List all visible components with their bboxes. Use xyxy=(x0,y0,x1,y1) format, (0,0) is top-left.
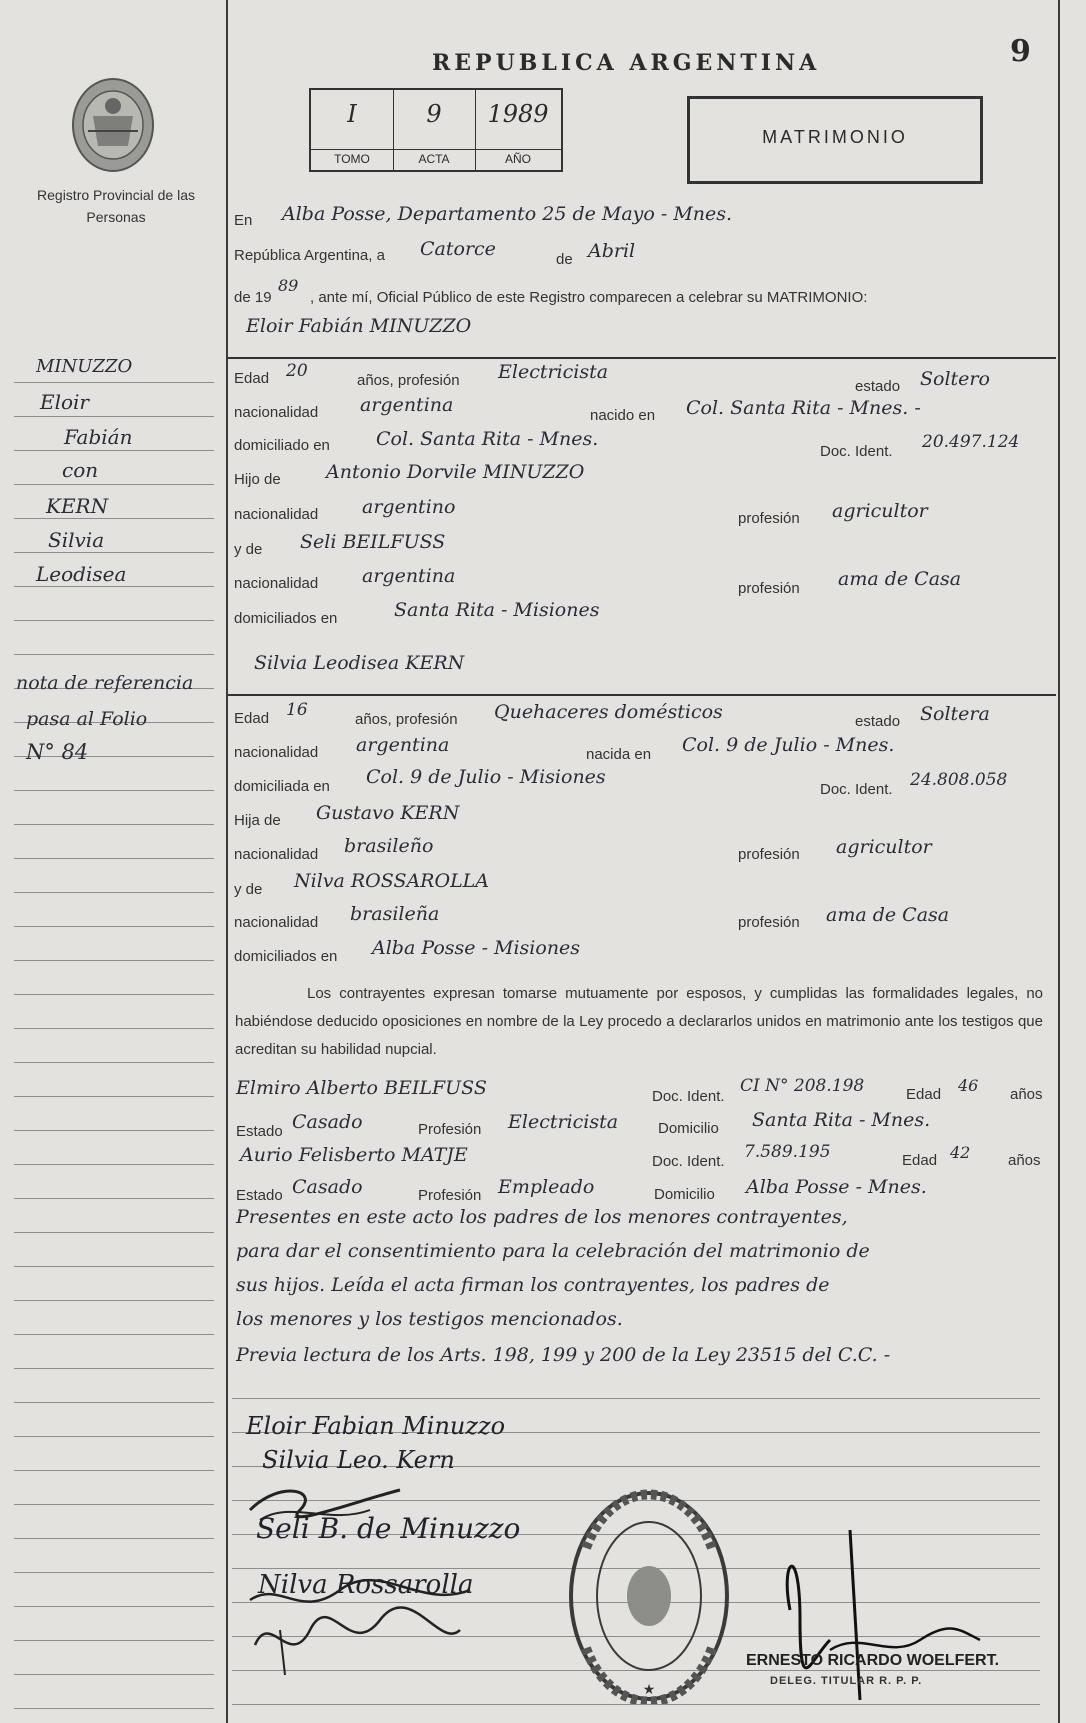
groom-domicile: Col. Santa Rita - Mnes. xyxy=(376,428,599,450)
witness2-age: 42 xyxy=(950,1143,971,1162)
margin-ruled-line xyxy=(14,1368,214,1369)
bride-nat-label: nacionalidad xyxy=(234,744,319,761)
bride-mother-nat-label: nacionalidad xyxy=(234,914,319,931)
ano-value: 1989 xyxy=(487,100,549,128)
groom-dom-label: domiciliado en xyxy=(234,437,330,454)
bride-dom-label: domiciliada en xyxy=(234,778,330,795)
witness2-prof-label: Profesión xyxy=(418,1187,482,1204)
groom-mother: Seli BEILFUSS xyxy=(300,531,446,553)
groom-mother-nat-label: nacionalidad xyxy=(234,575,319,592)
acta-label: ACTA xyxy=(393,149,475,166)
official-seal xyxy=(566,1488,732,1704)
margin-ruled-line xyxy=(14,1028,214,1029)
bride-birthplace: Col. 9 de Julio - Mnes. xyxy=(682,734,895,756)
margin-index-7: Leodisea xyxy=(36,562,127,586)
bride-mother: Nilva ROSSAROLLA xyxy=(294,870,490,892)
witness1-estado-label: Estado xyxy=(236,1123,283,1140)
witness1-age: 46 xyxy=(958,1076,979,1095)
margin-ruled-line xyxy=(14,1062,214,1063)
margin-ruled-line xyxy=(14,1640,214,1641)
margin-index-4: con xyxy=(62,458,99,482)
margin-index-2: Eloir xyxy=(40,390,89,414)
witness1-name: Elmiro Alberto BEILFUSS xyxy=(236,1077,487,1099)
bride-parents-dom-label: domiciliados en xyxy=(234,948,338,965)
acta-value: 9 xyxy=(426,100,442,128)
act-type: MATRIMONIO xyxy=(762,127,908,147)
margin-ruled-line xyxy=(14,382,214,383)
bride-domicile: Col. 9 de Julio - Misiones xyxy=(366,766,606,788)
year-label: de 19 xyxy=(234,289,272,306)
margin-ruled-line xyxy=(14,1402,214,1403)
margin-ruled-line xyxy=(14,1266,214,1267)
margin-note-3: N° 84 xyxy=(26,740,89,764)
statement-text: , ante mí, Oficial Público de este Registro comparecen a celebrar su MATRIMONIO: xyxy=(310,289,868,306)
margin-ruled-line xyxy=(14,1164,214,1165)
country-title: REPUBLICA ARGENTINA xyxy=(432,50,821,76)
bride-nationality: argentina xyxy=(356,734,450,756)
groom-name: Eloir Fabián MINUZZO xyxy=(246,315,472,337)
year-suffix: 89 xyxy=(278,276,299,295)
bride-father-nationality: brasileño xyxy=(344,835,434,857)
bride-profession-label: años, profesión xyxy=(355,711,458,728)
bride-name: Silvia Leodisea KERN xyxy=(254,652,465,674)
groom-doc: 20.497.124 xyxy=(922,432,1020,452)
groom-nat-label: nacionalidad xyxy=(234,404,319,421)
act-type-box xyxy=(687,96,983,184)
groom-doc-label: Doc. Ident. xyxy=(820,443,893,460)
svg-text:★: ★ xyxy=(642,1682,656,1698)
groom-profession-label: años, profesión xyxy=(357,372,460,389)
margin-ruled-line xyxy=(14,1198,214,1199)
groom-section-divider xyxy=(228,357,1056,359)
margin-ruled-line xyxy=(14,1232,214,1233)
margin-ruled-line xyxy=(14,994,214,995)
margin-ruled-line xyxy=(14,1572,214,1573)
margin-ruled-line xyxy=(14,1436,214,1437)
groom-mother-label: y de xyxy=(234,541,263,558)
province-logo xyxy=(68,76,158,174)
groom-father-label: Hijo de xyxy=(234,471,281,488)
place-value: Alba Posse, Departamento 25 de Mayo - Mnes. xyxy=(282,203,733,225)
folio-number: 9 xyxy=(1010,34,1031,69)
witness2-estado: Casado xyxy=(292,1176,363,1198)
witness2-doc: 7.589.195 xyxy=(744,1142,831,1162)
record-box xyxy=(309,88,563,172)
witness1-age-label: Edad xyxy=(906,1086,942,1103)
margin-ruled-line xyxy=(14,450,214,451)
groom-mother-nationality: argentina xyxy=(362,565,456,587)
margin-index-3: Fabián xyxy=(64,425,133,449)
margin-ruled-line xyxy=(14,518,214,519)
witness1-anos: años xyxy=(1010,1086,1043,1103)
bride-father-label: Hija de xyxy=(234,812,281,829)
right-margin-border xyxy=(1058,0,1060,1723)
margin-ruled-line xyxy=(14,1538,214,1539)
bride-estado: Soltera xyxy=(920,703,990,725)
margin-ruled-line xyxy=(14,1708,214,1709)
bride-mother-prof-label: profesión xyxy=(738,914,800,931)
margin-ruled-line xyxy=(14,1130,214,1131)
margin-ruled-line xyxy=(14,1606,214,1607)
tomo-value: I xyxy=(347,100,357,128)
witness1-prof-label: Profesión xyxy=(418,1121,482,1138)
bride-doc: 24.808.058 xyxy=(910,770,1008,790)
bride-estado-label: estado xyxy=(855,713,901,730)
ano-label: AÑO xyxy=(475,149,561,166)
bride-age-label: Edad xyxy=(234,710,270,727)
day-value: Catorce xyxy=(420,238,496,260)
witness2-name: Aurio Felisberto MATJE xyxy=(240,1144,468,1166)
groom-father-prof-label: profesión xyxy=(738,510,800,527)
left-margin-border xyxy=(226,0,228,1723)
bride-mother-nationality: brasileña xyxy=(350,903,440,925)
margin-ruled-line xyxy=(14,960,214,961)
witness1-dom-label: Domicilio xyxy=(658,1120,719,1137)
groom-parents-dom-label: domiciliados en xyxy=(234,610,338,627)
witness2-age-label: Edad xyxy=(902,1152,938,1169)
republic-label: República Argentina, a xyxy=(234,247,385,264)
witness2-domicile: Alba Posse - Mnes. xyxy=(746,1176,927,1198)
margin-index-6: Silvia xyxy=(48,528,105,552)
witness1-domicile: Santa Rita - Mnes. xyxy=(752,1109,931,1131)
signature-groom-mother: Seli B. de Minuzzo xyxy=(256,1512,521,1545)
groom-mother-profession: ama de Casa xyxy=(838,568,962,590)
bride-section-divider xyxy=(228,694,1056,696)
bride-age: 16 xyxy=(286,700,308,720)
margin-ruled-line xyxy=(14,790,214,791)
registry-name: Registro Provincial de las Personas xyxy=(37,187,195,225)
margin-ruled-line xyxy=(14,926,214,927)
groom-mother-prof-label: profesión xyxy=(738,580,800,597)
bride-mother-label: y de xyxy=(234,881,263,898)
margin-ruled-line xyxy=(14,892,214,893)
observation-line-1: Presentes en este acto los padres de los menores contrayentes, xyxy=(236,1206,848,1228)
ano-cell xyxy=(475,90,561,170)
groom-profession: Electricista xyxy=(498,361,609,383)
bride-born-label: nacida en xyxy=(586,746,652,763)
observation-line-5: Previa lectura de los Arts. 198, 199 y 200 de la Ley 23515 del C.C. - xyxy=(236,1344,891,1366)
groom-age: 20 xyxy=(286,361,308,381)
margin-ruled-line xyxy=(14,1334,214,1335)
witness1-doc: CI N° 208.198 xyxy=(740,1076,865,1096)
acta-cell xyxy=(393,90,476,170)
signature-bride: Silvia Leo. Kern xyxy=(262,1446,455,1474)
groom-father: Antonio Dorvile MINUZZO xyxy=(326,461,585,483)
margin-ruled-line xyxy=(14,416,214,417)
bride-profession: Quehaceres domésticos xyxy=(494,701,723,723)
margin-ruled-line xyxy=(14,824,214,825)
declaration-text: Los contrayentes expresan tomarse mutuamente por esposos, y cumplidas las formalidades legales, no habiéndose deducido oposiciones en nombre de la Ley procedo a declararlos unidos en matrimonio ante los testigos que acreditan su habilidad nupcial. xyxy=(235,985,1043,1058)
bride-father-nat-label: nacionalidad xyxy=(234,846,319,863)
witness1-profession: Electricista xyxy=(508,1111,619,1133)
groom-born-label: nacido en xyxy=(590,407,656,424)
groom-father-profession: agricultor xyxy=(832,500,928,522)
margin-ruled-line xyxy=(14,1504,214,1505)
bride-father-profession: agricultor xyxy=(836,836,932,858)
witness2-doc-label: Doc. Ident. xyxy=(652,1153,725,1170)
witness2-estado-label: Estado xyxy=(236,1187,283,1204)
groom-estado: Soltero xyxy=(920,368,990,390)
observation-line-3: sus hijos. Leída el acta firman los contrayentes, los padres de xyxy=(236,1274,830,1296)
margin-ruled-line xyxy=(14,484,214,485)
groom-parents-domicile: Santa Rita - Misiones xyxy=(394,599,600,621)
margin-ruled-line xyxy=(14,586,214,587)
margin-note-2: pasa al Folio xyxy=(26,708,148,730)
margin-note-1: nota de referencia xyxy=(16,672,194,694)
witness1-doc-label: Doc. Ident. xyxy=(652,1088,725,1105)
margin-ruled-line xyxy=(14,1674,214,1675)
witness2-profession: Empleado xyxy=(498,1176,595,1198)
observation-line-2: para dar el consentimiento para la celebración del matrimonio de xyxy=(236,1240,870,1262)
witness1-estado: Casado xyxy=(292,1111,363,1133)
groom-estado-label: estado xyxy=(855,378,901,395)
margin-ruled-line xyxy=(14,620,214,621)
margin-ruled-line xyxy=(14,1096,214,1097)
bride-father: Gustavo KERN xyxy=(316,802,460,824)
groom-birthplace: Col. Santa Rita - Mnes. - xyxy=(686,397,921,419)
bride-doc-label: Doc. Ident. xyxy=(820,781,893,798)
signature-ruled-line xyxy=(232,1398,1040,1399)
official-name: ERNESTO RICARDO WOELFERT. xyxy=(746,1652,1000,1669)
official-title: DELEG. TITULAR R. P. P. xyxy=(770,1675,923,1687)
groom-age-label: Edad xyxy=(234,370,270,387)
bride-mother-profession: ama de Casa xyxy=(826,904,950,926)
margin-ruled-line xyxy=(14,1470,214,1471)
margin-index-5: KERN xyxy=(46,494,109,518)
tomo-cell xyxy=(311,90,394,170)
en-label: En xyxy=(234,212,253,229)
margin-ruled-line xyxy=(14,858,214,859)
groom-father-nationality: argentino xyxy=(362,496,456,518)
month-value: Abril xyxy=(588,240,636,262)
witness2-dom-label: Domicilio xyxy=(654,1186,715,1203)
signature-groom: Eloir Fabian Minuzzo xyxy=(246,1412,506,1440)
margin-ruled-line xyxy=(14,552,214,553)
de-label: de xyxy=(556,251,573,268)
witness2-anos: años xyxy=(1008,1152,1041,1169)
bride-parents-domicile: Alba Posse - Misiones xyxy=(372,937,581,959)
groom-father-nat-label: nacionalidad xyxy=(234,506,319,523)
tomo-label: TOMO xyxy=(311,149,393,166)
signature-bride-mother: Nilva Rossarolla xyxy=(258,1570,474,1600)
margin-ruled-line xyxy=(14,654,214,655)
groom-nationality: argentina xyxy=(360,394,454,416)
margin-index-1: MINUZZO xyxy=(36,356,133,377)
bride-father-prof-label: profesión xyxy=(738,846,800,863)
signature-scribbles xyxy=(240,1470,480,1680)
observation-line-4: los menores y los testigos mencionados. xyxy=(236,1308,623,1330)
margin-ruled-line xyxy=(14,1300,214,1301)
